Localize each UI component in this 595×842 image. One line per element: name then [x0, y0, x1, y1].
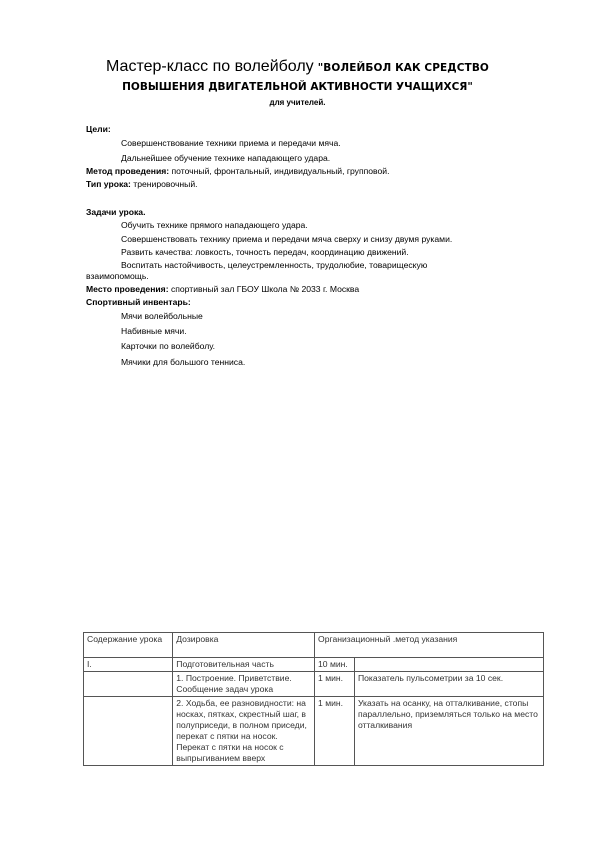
header-content: Содержание урока — [84, 633, 173, 658]
cell-section: I. — [84, 658, 173, 672]
equipment-item: Набивные мячи. — [121, 326, 187, 336]
equipment-label: Спортивный инвентарь: — [86, 297, 191, 307]
subtitle: для учителей. — [269, 98, 326, 107]
title-caps-part-1: "ВОЛЕЙБОЛ КАК СРЕДСТВО — [317, 62, 489, 74]
title-caps-part-2: ПОВЫШЕНИЯ ДВИГАТЕЛЬНОЙ АКТИВНОСТИ УЧАЩИХСЯ" — [122, 81, 473, 93]
venue-line — [86, 283, 359, 295]
header-dosage: Дозировка — [173, 633, 315, 658]
lesson-type-label: Тип урока: — [86, 179, 131, 189]
lesson-type-value: тренировочный. — [130, 179, 198, 189]
title-main: Мастер-класс по волейболу — [106, 58, 314, 75]
cell-section — [84, 697, 173, 766]
task-item: Обучить технике прямого нападающего удара. — [121, 220, 308, 230]
cell-section — [84, 672, 173, 697]
table-row — [84, 658, 544, 672]
lesson-plan-table — [83, 632, 544, 766]
tasks-label: Задачи урока. — [86, 207, 146, 217]
cell-dose: 1 мин. — [315, 672, 355, 697]
task-item: Совершенствовать технику приема и передачи мяча сверху и снизу двумя руками. — [121, 234, 453, 244]
equipment-item: Карточки по волейболу. — [121, 341, 216, 351]
cell-content: 1. Построение. Приветствие. Сообщение задач урока — [173, 672, 315, 697]
equipment-item: Мячики для большого тенниса. — [121, 357, 246, 367]
cell-dose: 1 мин. — [315, 697, 355, 766]
task-item-continued: взаимопомощь. — [86, 271, 149, 281]
header-org-method: Организационный .метод указания — [315, 633, 544, 658]
cell-note — [354, 658, 543, 672]
equipment-item: Мячи волейбольные — [121, 311, 203, 321]
method-label: Метод проведения: — [86, 166, 170, 176]
goal-item: Дальнейшее обучение технике нападающего удара. — [121, 153, 331, 163]
table-header-row — [84, 633, 544, 658]
cell-content: Подготовительная часть — [173, 658, 315, 672]
goal-item: Совершенствование техники приема и передачи мяча. — [121, 138, 341, 148]
title-line-1 — [0, 58, 595, 76]
task-item: Развить качества: ловкость, точность передач, координацию движений. — [121, 247, 409, 257]
cell-content: 2. Ходьба, ее разновидности: на носках, пятках, скрестный шаг, в полуприседи, в полном приседи, перекат с пятки на носок. Перекат с пятки на носок с выпрыгиванием вверх — [173, 697, 315, 766]
goals-label: Цели: — [86, 124, 111, 134]
lesson-type-line — [86, 178, 198, 190]
method-value: поточный, фронтальный, индивидуальный, групповой. — [169, 166, 390, 176]
table-row — [84, 672, 544, 697]
venue-value: спортивный зал ГБОУ Школа № 2033 г. Москва — [168, 284, 360, 294]
cell-dose: 10 мин. — [315, 658, 355, 672]
cell-note: Указать на осанку, на отталкивание, стопы параллельно, приземляться только на место отталкивания — [354, 697, 543, 766]
method-line — [86, 165, 390, 177]
cell-note: Показатель пульсометрии за 10 сек. — [354, 672, 543, 697]
table-row — [84, 697, 544, 766]
venue-label: Место проведения: — [86, 284, 169, 294]
task-item: Воспитать настойчивость, целеустремленность, трудолюбие, товарищескую — [121, 260, 428, 270]
